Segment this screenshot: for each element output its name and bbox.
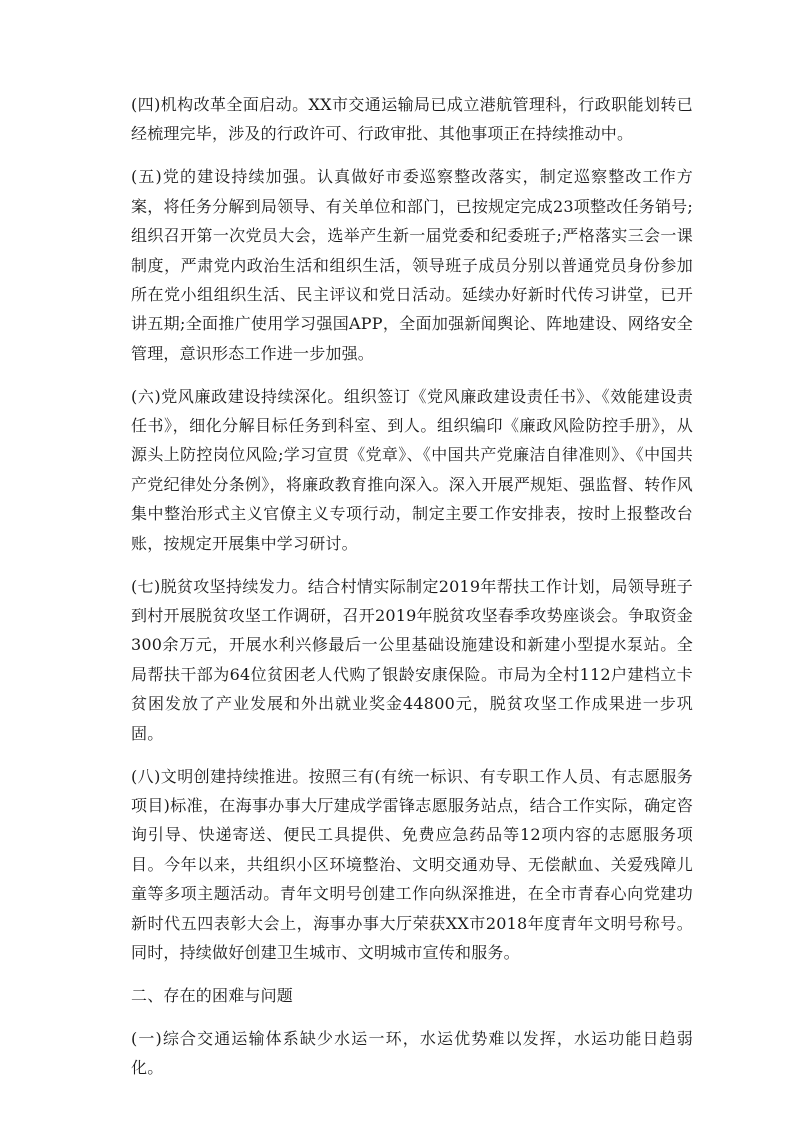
- paragraph-integrity-building: (六)党风廉政建设持续深化。组织签订《党风廉政建设责任书》、《效能建设责任书》，细化分解目标任务到科室、到人。组织编印《廉政风险防控手册》，从源头上防控岗位风险;学习宣贯《党章》、《中国共产党廉洁自律准则》、《中国共产党纪律处分条例》，将廉政教育推向深入。深入开展严规矩、强监督、转作风集中整治形式主义官僚主义专项行动，制定主要工作安排表，按时上报整改台账，按规定开展集中学习研讨。: [131, 386, 693, 553]
- paragraph-civilization-building: (八)文明创建持续推进。按照三有(有统一标识、有专职工作人员、有志愿服务项目)标准，在海事办事大厅建成学雷锋志愿服务站点，结合工作实际，确定咨询引导、快递寄送、便民工具提供、免费应急药品等12项内容的志愿服务项目。今年以来，共组织小区环境整治、文明交通劝导、无偿献血、关爱残障儿童等多项主题活动。青年文明号创建工作向纵深推进，在全市青春心向党建功新时代五四表彰大会上，海事办事大厅荣获XX市2018年度青年文明号称号。同时，持续做好创建卫生城市、文明城市宣传和服务。: [131, 766, 693, 962]
- paragraph-poverty-alleviation: (七)脱贫攻坚持续发力。结合村情实际制定2019年帮扶工作计划，局领导班子到村开展脱贫攻坚工作调研，召开2019年脱贫攻坚春季攻势座谈会。争取资金300余万元，开展水利兴修最后一公里基础设施建设和新建小型提水泵站。全局帮扶干部为64位贫困老人代购了银龄安康保险。市局为全村112户建档立卡贫困发放了产业发展和外出就业奖金44800元，脱贫攻坚工作成果进一步巩固。: [131, 576, 693, 743]
- document-body: [131, 90, 693, 1096]
- paragraph-institutional-reform: (四)机构改革全面启动。XX市交通运输局已成立港航管理科，行政职能划转已经梳理完毕，涉及的行政许可、行政审批、其他事项正在持续推动中。: [131, 95, 693, 144]
- paragraph-problem-1: (一)综合交通运输体系缺少水运一环，水运优势难以发挥，水运功能日趋弱化。: [131, 1028, 693, 1078]
- section-heading: 二、存在的困难与问题: [131, 985, 294, 1005]
- paragraph-party-building: (五)党的建设持续加强。认真做好市委巡察整改落实，制定巡察整改工作方案，将任务分解到局领导、有关单位和部门，已按规定完成23项整改任务销号;组织召开第一次党员大会，选举产生新一届党委和纪委班子;严格落实三会一课制度，严肃党内政治生活和组织生活，领导班子成员分别以普通党员身份参加所在党小组组织生活、民主评议和党日活动。延续办好新时代传习讲堂，已开讲五期;全面推广使用学习强国APP，全面加强新闻舆论、阵地建设、网络安全管理，意识形态工作进一步加强。: [131, 167, 693, 363]
